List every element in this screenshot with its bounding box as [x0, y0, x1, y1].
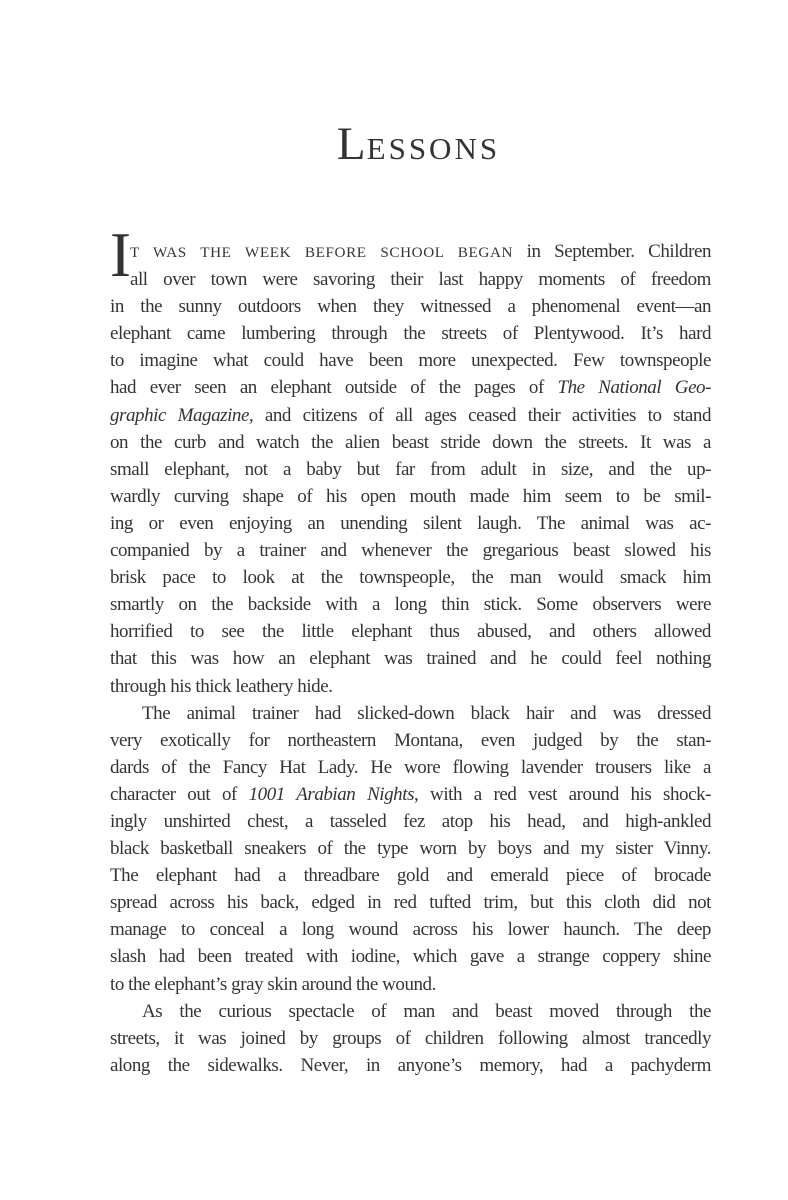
- text-segment: had ever seen an elephant outside of the pages of: [110, 377, 558, 399]
- text-line: [110, 293, 711, 320]
- text-segment: horrified to see the little elephant thus abused, and others allowed: [110, 621, 711, 643]
- text-segment: on the curb and watch the alien beast stride down the streets. It was a: [110, 431, 711, 453]
- text-segment: streets, it was joined by groups of children following almost trancedly: [110, 1027, 711, 1049]
- text-line: [110, 916, 711, 943]
- text-segment: that this was how an elephant was trained and he could feel nothing: [110, 648, 711, 670]
- text-segment: The elephant had a threadbare gold and emerald piece of brocade: [110, 865, 711, 887]
- text-segment: As the curious spectacle of man and beast moved through the: [142, 1000, 711, 1022]
- text-line: [110, 238, 711, 266]
- italic-text-segment: The National Geo-: [557, 377, 711, 399]
- text-line: [110, 320, 711, 347]
- text-line: [110, 591, 711, 618]
- text-line: [110, 971, 711, 998]
- italic-text-segment: 1001 Arabian Nights: [248, 783, 415, 805]
- text-segment: , with a red vest around his shock-: [414, 783, 711, 805]
- paragraph: [110, 700, 711, 998]
- text-segment: manage to conceal a long wound across his lower haunch. The deep: [110, 919, 711, 941]
- text-segment: ingly unshirted chest, a tasseled fez atop his head, and high-ankled: [110, 810, 711, 832]
- body-text: [110, 220, 712, 1079]
- text-line: [110, 862, 711, 889]
- text-segment: smartly on the backside with a long thin stick. Some observers were: [110, 594, 711, 616]
- text-line: [110, 754, 711, 781]
- text-segment: The animal trainer had slicked-down black hair and was dressed: [142, 702, 711, 724]
- text-line: [110, 402, 711, 429]
- text-segment: small elephant, not a baby but far from adult in size, and the up-: [110, 458, 711, 480]
- text-line: [110, 645, 711, 672]
- text-segment: dards of the Fancy Hat Lady. He wore flowing lavender trousers like a: [110, 756, 711, 778]
- chapter-title-rest: ESSONS: [366, 131, 501, 166]
- text-segment: companied by a trainer and whenever the gregarious beast slowed his: [110, 540, 711, 562]
- text-line: [110, 483, 711, 510]
- paragraph: [110, 220, 712, 700]
- text-segment: in the sunny outdoors when they witnessed a phenomenal event—an: [110, 296, 711, 318]
- chapter-title-initial: L: [336, 118, 367, 170]
- drop-cap: I: [110, 220, 131, 290]
- text-segment: brisk pace to look at the townspeople, the man would smack him: [110, 567, 711, 589]
- text-line: [110, 835, 711, 862]
- text-line: [110, 727, 711, 754]
- italic-text-segment: graphic Magazine,: [110, 404, 254, 426]
- text-line: [110, 510, 711, 537]
- text-segment: to imagine what could have been more unexpected. Few townspeople: [110, 350, 711, 372]
- text-line: [110, 537, 711, 564]
- text-line: [110, 781, 711, 808]
- text-line: [110, 564, 711, 591]
- text-line: [110, 429, 711, 456]
- text-segment: wardly curving shape of his open mouth made him seem to be smil-: [110, 485, 711, 507]
- text-line: [110, 808, 711, 835]
- text-segment: black basketball sneakers of the type worn by boys and my sister Vinny.: [110, 838, 711, 860]
- text-segment: slash had been treated with iodine, which gave a strange coppery shine: [110, 946, 711, 968]
- paragraph: [110, 998, 711, 1079]
- text-line: [110, 943, 711, 970]
- text-line: [110, 700, 711, 727]
- text-line: [110, 1052, 711, 1079]
- text-segment: and citizens of all ages ceased their activities to stand: [253, 404, 712, 426]
- text-line: [110, 374, 711, 401]
- text-line: [110, 673, 711, 700]
- text-segment: to the elephant’s gray skin around the wound.: [110, 973, 436, 995]
- text-segment: elephant came lumbering through the streets of Plentywood. It’s hard: [110, 323, 711, 345]
- text-segment: all over town were savoring their last happy moments of freedom: [130, 269, 711, 291]
- text-segment: ing or even enjoying an unending silent laugh. The animal was ac-: [110, 512, 711, 534]
- text-segment: very exotically for northeastern Montana, even judged by the stan-: [110, 729, 711, 751]
- text-line: [110, 618, 711, 645]
- smallcaps-text-segment: T WAS THE WEEK BEFORE SCHOOL BEGAN: [130, 244, 514, 261]
- chapter-title: [118, 118, 719, 172]
- text-segment: character out of: [110, 783, 249, 805]
- text-line: [110, 889, 711, 916]
- text-segment: in September. Children: [513, 241, 711, 262]
- text-segment: along the sidewalks. Never, in anyone’s memory, had a pachyderm: [110, 1054, 711, 1076]
- text-segment: through his thick leathery hide.: [110, 675, 333, 697]
- text-segment: spread across his back, edged in red tufted trim, but this cloth did not: [110, 892, 711, 914]
- text-line: [110, 347, 711, 374]
- text-line: [110, 1025, 711, 1052]
- text-line: [110, 456, 711, 483]
- text-line: [110, 266, 711, 293]
- text-line: [110, 998, 711, 1025]
